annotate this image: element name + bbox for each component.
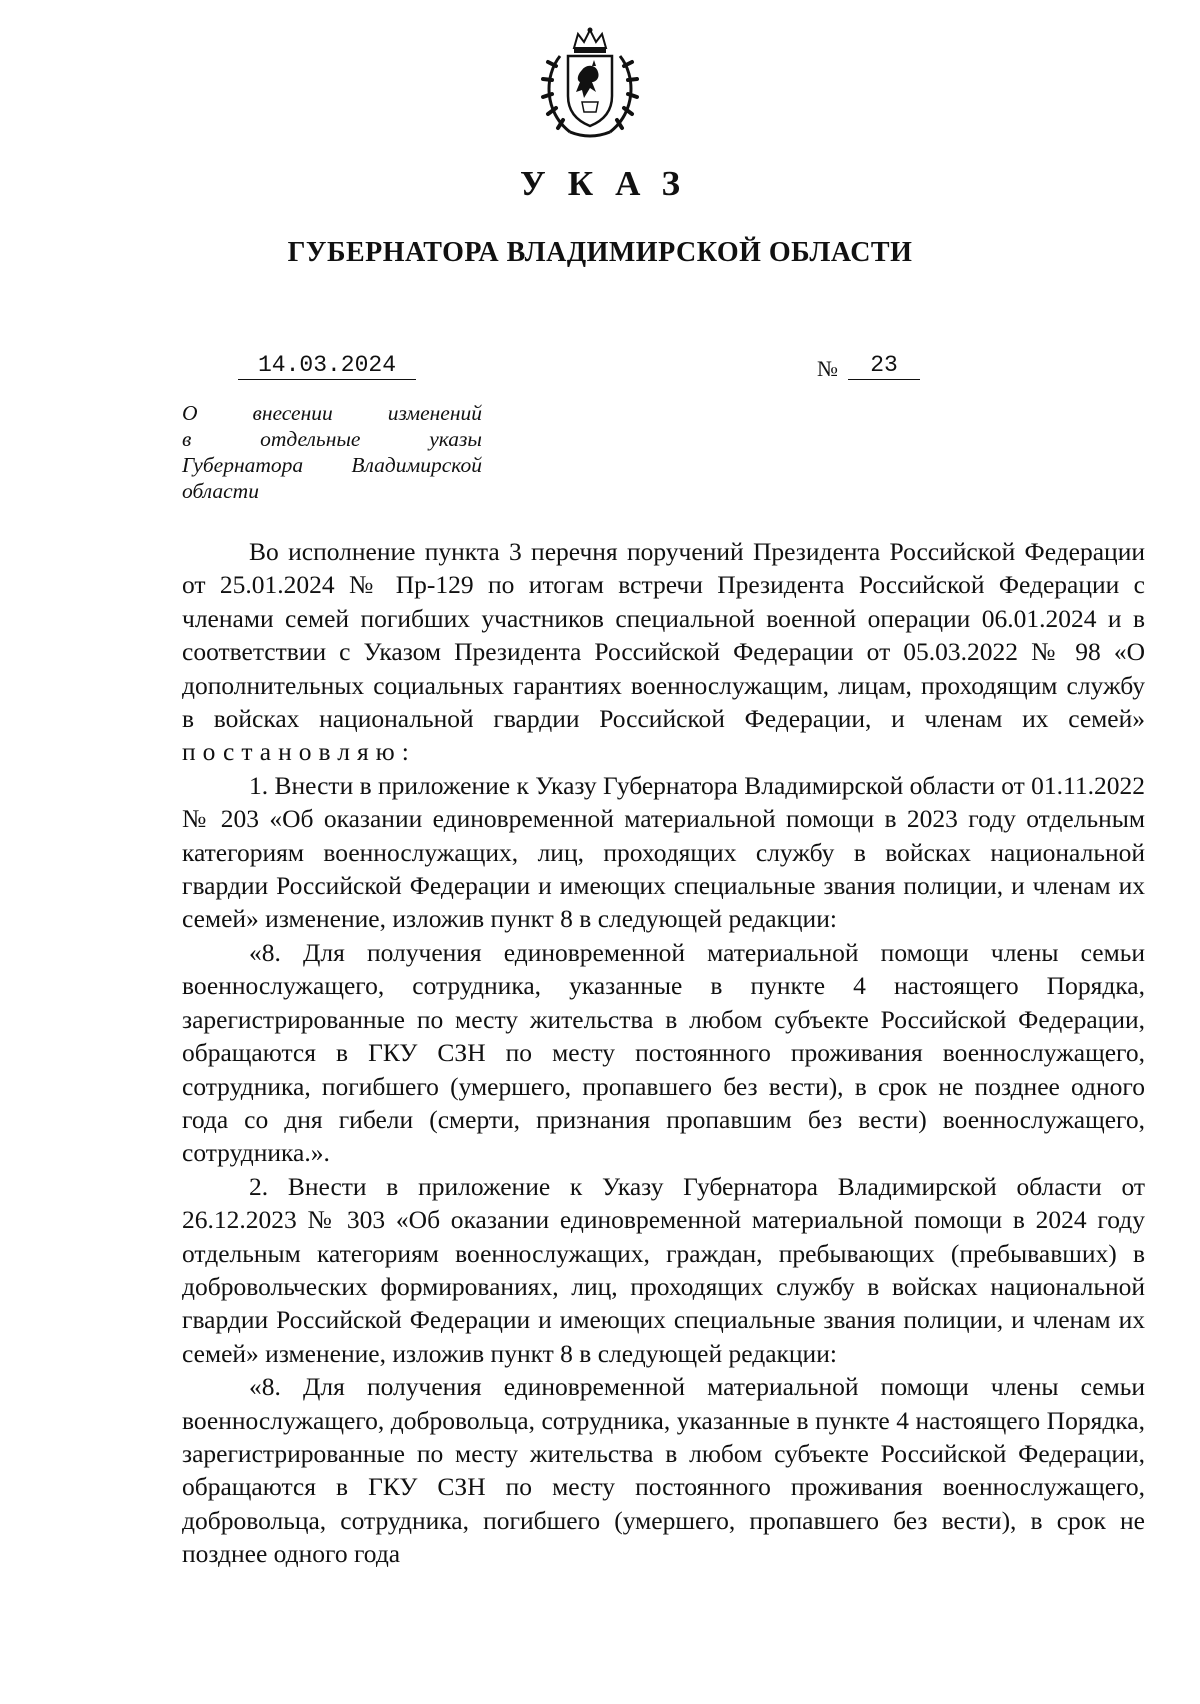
decree-body [182,535,1145,1571]
item-2-quote-paragraph: «8. Для получения единовременной материальной помощи члены семьи военнослужащего, добровольца, сотрудника, указанные в пункте 4 настоящего Порядка, зарегистрированные по месту жительства в любом субъекте Российской Федерации, обращаются в ГКУ СЗН по месту постоянного проживания военнослужащего, добровольца, сотрудника, погибшего (умершего, пропавшего без вести), в срок не позднее одного года [182,1372,1145,1569]
item-1-quote-paragraph: «8. Для получения единовременной материальной помощи члены семьи военнослужащего, сотрудника, указанные в пункте 4 настоящего Порядка, зарегистрированные по месту жительства в любом субъекте Российской Федерации, обращаются в ГКУ СЗН по месту постоянного проживания военнослужащего, сотрудника, погибшего (умершего, пропавшего без вести), в срок не позднее одного года со дня гибели (смерти, признания пропавшим без вести) военнослужащего, сотрудника.». [182,937,1145,1168]
decree-number: 23 [848,352,920,380]
subject-line: области [182,479,259,503]
document-subtitle: ГУБЕРНАТОРА ВЛАДИМИРСКОЙ ОБЛАСТИ [287,237,913,268]
decree-date: 14.03.2024 [238,352,416,380]
intro-paragraph [182,535,1145,769]
document-title: УКАЗ [520,164,702,203]
intro-text: Во исполнение пункта 3 перечня поручений Президента Российской Федерации от 25.01.2024 № Пр-129 по итогам встречи Президента Российской Федерации с членами семей погибших участников специальной военной операции 06.01.2024 и в соответствии с Указом Президента Российской Федерации от 05.03.2022 № 98 «О дополнительных социальных гарантиях военнослужащим, лицам, проходящим службу в войсках национальной гвардии Российской Федерации, и членам их семей» [182,537,1145,734]
decree-word: постановляю: [182,737,416,767]
subject-line: в отдельные указы [182,427,482,451]
decree-subject [182,400,482,504]
coat-of-arms-icon [530,26,650,142]
subject-line: О внесении изменений [182,401,482,425]
item-1-paragraph: 1. Внести в приложение к Указу Губернатора Владимирской области от 01.11.2022 № 203 «Об оказании единовременной материальной помощи в 2023 году отдельным категориям военнослужащих, лиц, проходящих службу в войсках национальной гвардии Российской Федерации и имеющих специальные звания полиции, и членам их семей» изменение, изложив пункт 8 в следующей редакции: [182,770,1145,934]
decree-number-label: № [817,356,838,381]
item-2-paragraph: 2. Внести в приложение к Указу Губернатора Владимирской области от 26.12.2023 № 303 «Об оказании единовременной материальной помощи в 2024 году отдельным категориям военнослужащих, граждан, пребывающих (пребывавших) в добровольческих формированиях, лиц, проходящих службу в войсках национальной гвардии Российской Федерации и имеющих специальные звания полиции, и членам их семей» изменение, изложив пункт 8 в следующей редакции: [182,1171,1145,1368]
subject-line: Губернатора Владимирской [182,453,482,477]
